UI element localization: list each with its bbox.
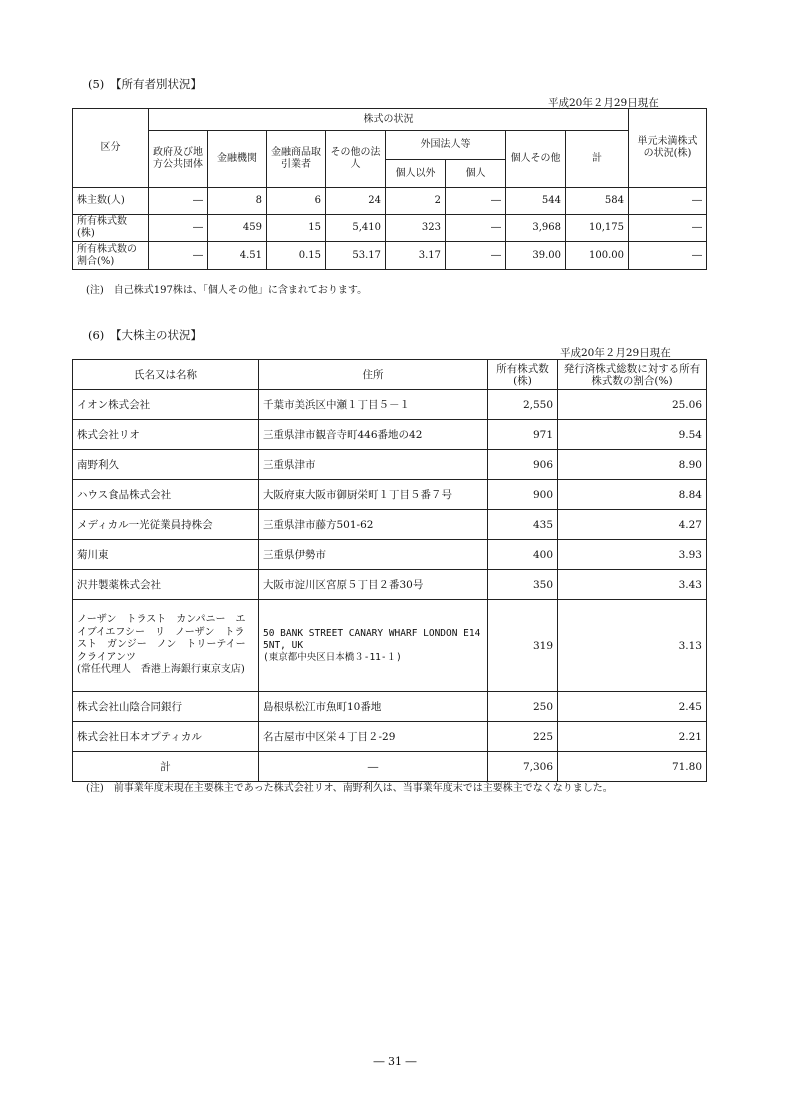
ownership-table [72, 108, 707, 270]
table-row [73, 420, 707, 450]
shareholder-address: 三重県津市観音寺町446番地の42 [259, 420, 488, 450]
table-row [73, 480, 707, 510]
shareholder-shares: 900 [488, 480, 558, 510]
cell: 53.17 [326, 242, 386, 270]
header-name: 氏名又は名称 [73, 360, 259, 390]
shareholder-ratio: 8.84 [558, 480, 707, 510]
table-row [73, 450, 707, 480]
major-shareholders-table [72, 359, 707, 782]
shareholder-shares: 2,550 [488, 390, 558, 420]
header-corp: その他の法人 [326, 131, 386, 188]
shareholder-shares: 906 [488, 450, 558, 480]
cell: ― [446, 215, 506, 242]
cell: 584 [566, 188, 629, 215]
cell: 3.17 [386, 242, 446, 270]
shareholder-address: 大阪府東大阪市御厨栄町１丁目５番７号 [259, 480, 488, 510]
cell: 2 [386, 188, 446, 215]
shareholder-shares: 971 [488, 420, 558, 450]
shareholder-shares: 319 [488, 600, 558, 692]
total-shares: 7,306 [488, 752, 558, 782]
cell: ― [149, 188, 208, 215]
header-address: 住所 [259, 360, 488, 390]
header-sec: 金融商品取引業者 [267, 131, 326, 188]
shareholder-ratio: 25.06 [558, 390, 707, 420]
section5-date: 平成20年２月29日現在 [548, 97, 659, 109]
shareholder-name: 株式会社日本オプティカル [73, 722, 259, 752]
cell: ― [629, 188, 707, 215]
cell: ― [446, 242, 506, 270]
shareholder-address: 三重県津市藤方501-62 [259, 510, 488, 540]
shareholder-address: 名古屋市中区栄４丁目２-29 [259, 722, 488, 752]
shareholder-address: 千葉市美浜区中瀬１丁目５－１ [259, 390, 488, 420]
shareholder-name: ハウス食品株式会社 [73, 480, 259, 510]
shareholder-ratio: 3.43 [558, 570, 707, 600]
shareholder-name: ノーザン トラスト カンパニー エイブイエフシー リ ノーザン トラスト ガンジー ノン トリーテイー クライアンツ (常任代理人 香港上海銀行東京支店) [73, 600, 259, 692]
shareholder-shares: 250 [488, 692, 558, 722]
table-row [73, 692, 707, 722]
shareholder-address: 島根県松江市魚町10番地 [259, 692, 488, 722]
shareholder-name: メディカル一光従業員持株会 [73, 510, 259, 540]
cell: 24 [326, 188, 386, 215]
cell: 323 [386, 215, 446, 242]
shareholder-shares: 400 [488, 540, 558, 570]
cell: 100.00 [566, 242, 629, 270]
shareholder-address: 大阪市淀川区宮原５丁目２番30号 [259, 570, 488, 600]
table-row [73, 390, 707, 420]
section6-title: (6) 【大株主の状況】 [88, 328, 203, 342]
header-kabushiki-status: 株式の状況 [149, 109, 629, 131]
total-address: ― [259, 752, 488, 782]
shareholder-name: 株式会社リオ [73, 420, 259, 450]
cell: 15 [267, 215, 326, 242]
section5-note: (注) 自己株式197株は、「個人その他」に含まれております。 [86, 285, 368, 296]
shareholder-name: 南野利久 [73, 450, 259, 480]
cell: 39.00 [506, 242, 566, 270]
shareholder-ratio: 4.27 [558, 510, 707, 540]
shareholder-shares: 225 [488, 722, 558, 752]
shareholder-shares: 350 [488, 570, 558, 600]
header-total: 計 [566, 131, 629, 188]
header-odd-lot: 単元未満株式の状況(株) [629, 109, 707, 188]
cell: ― [149, 242, 208, 270]
row-label: 所有株式数(株) [73, 215, 149, 242]
section5-title: (5) 【所有者別状況】 [88, 77, 203, 91]
cell: 544 [506, 188, 566, 215]
row-label: 所有株式数の割合(%) [73, 242, 149, 270]
cell: 3,968 [506, 215, 566, 242]
header-foreign: 外国法人等 [386, 131, 506, 160]
shareholder-ratio: 8.90 [558, 450, 707, 480]
table-row [73, 242, 707, 270]
header-gov: 政府及び地方公共団体 [149, 131, 208, 188]
shareholder-address: 三重県伊勢市 [259, 540, 488, 570]
section6-note: (注) 前事業年度末現在主要株主であった株式会社リオ、南野利久は、当事業年度末では主要株主でなくなりました。 [86, 783, 613, 794]
header-ratio: 発行済株式総数に対する所有株式数の割合(%) [558, 360, 707, 390]
table-row [73, 600, 707, 692]
shareholder-ratio: 3.13 [558, 600, 707, 692]
header-fin: 金融機関 [208, 131, 267, 188]
header-kubun: 区分 [73, 109, 149, 188]
shareholder-address: 50 BANK STREET CANARY WHARF LONDON E14 5NT, UK (東京都中央区日本橋３-11-１) [259, 600, 488, 692]
cell: 6 [267, 188, 326, 215]
shareholder-ratio: 2.45 [558, 692, 707, 722]
cell: 10,175 [566, 215, 629, 242]
total-row [73, 752, 707, 782]
table-row [73, 722, 707, 752]
table-row [73, 510, 707, 540]
shareholder-ratio: 9.54 [558, 420, 707, 450]
shareholder-name: 沢井製薬株式会社 [73, 570, 259, 600]
shareholder-address: 三重県津市 [259, 450, 488, 480]
header-foreign-ind: 個人 [446, 160, 506, 188]
header-shares: 所有株式数(株) [488, 360, 558, 390]
shareholder-name: イオン株式会社 [73, 390, 259, 420]
table-row [73, 540, 707, 570]
page-number: ― 31 ― [373, 1055, 417, 1068]
table-row [73, 188, 707, 215]
cell: 0.15 [267, 242, 326, 270]
cell: ― [629, 242, 707, 270]
cell: ― [149, 215, 208, 242]
row-label: 株主数(人) [73, 188, 149, 215]
shareholder-ratio: 3.93 [558, 540, 707, 570]
cell: ― [629, 215, 707, 242]
table-row [73, 215, 707, 242]
shareholder-ratio: 2.21 [558, 722, 707, 752]
total-ratio: 71.80 [558, 752, 707, 782]
header-individual: 個人その他 [506, 131, 566, 188]
cell: 5,410 [326, 215, 386, 242]
shareholder-name: 株式会社山陰合同銀行 [73, 692, 259, 722]
cell: 8 [208, 188, 267, 215]
cell: ― [446, 188, 506, 215]
cell: 4.51 [208, 242, 267, 270]
section6-date: 平成20年２月29日現在 [560, 347, 671, 359]
cell: 459 [208, 215, 267, 242]
total-label: 計 [73, 752, 259, 782]
header-foreign-nonind: 個人以外 [386, 160, 446, 188]
table-row [73, 570, 707, 600]
shareholder-name: 菊川東 [73, 540, 259, 570]
shareholder-shares: 435 [488, 510, 558, 540]
